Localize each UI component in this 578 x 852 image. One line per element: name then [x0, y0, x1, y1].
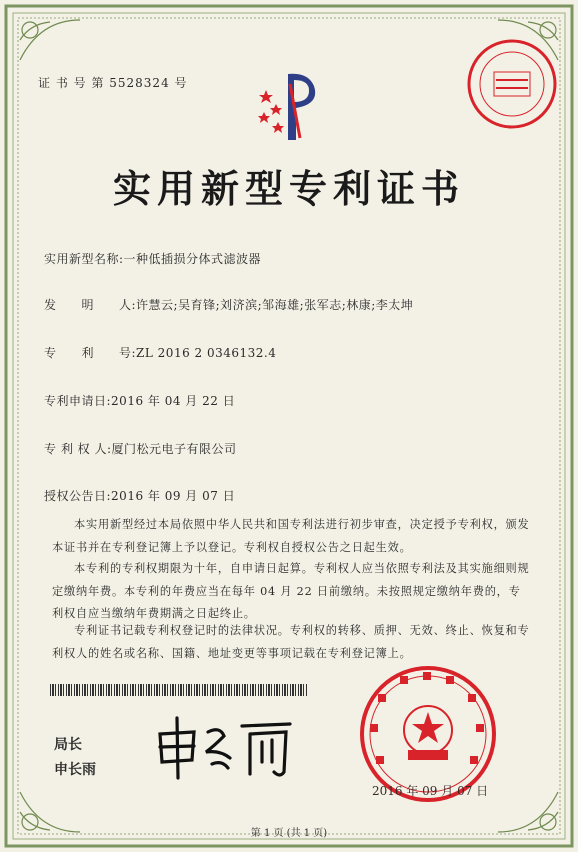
paragraph-2: 本专利的专利权期限为十年，自申请日起算。专利权人应当依照专利法及其实施细则规定缴纳年费。本专利的年费应当在每年 04 月 22 日前缴纳。未按照规定缴纳年费的，专利权自应当缴纳年费期满之日起终止。 [52, 562, 530, 620]
field-value: 一种低插损分体式滤波器 [123, 252, 262, 266]
field-label: 专 利 权 人: [44, 442, 112, 456]
certificate-title: 实用新型专利证书 [112, 166, 465, 211]
director-title: 局长 [54, 737, 82, 753]
field-value: ZL 2016 2 0346132.4 [136, 346, 277, 360]
field-label: 专利申请日: [44, 394, 112, 408]
director-name: 申长雨 [54, 762, 96, 778]
field-value: 2016 年 04 月 22 日 [111, 394, 236, 408]
field-value: 厦门松元电子有限公司 [111, 442, 237, 456]
director-signature [150, 712, 300, 786]
patent-office-logo [254, 64, 324, 148]
field-label: 专 利 号: [44, 346, 137, 360]
field-grant-date [44, 487, 235, 504]
field-value: 2016 年 09 月 07 日 [111, 489, 236, 503]
seal-date: 2016 年 09 月 07 日 [372, 784, 489, 798]
field-label: 发 明 人: [44, 298, 137, 312]
field-patentee [44, 440, 237, 457]
field-name [44, 250, 261, 267]
paragraph-1: 本实用新型经过本局依照中华人民共和国专利法进行初步审查，决定授予专利权，颁发本证书并在专利登记簿上予以登记。专利权自授权公告之日起生效。 [52, 518, 530, 554]
field-inventors [44, 296, 413, 313]
field-patent-number [44, 344, 276, 361]
paragraph-3: 专利证书记载专利权登记时的法律状况。专利权的转移、质押、无效、终止、恢复和专利权人的姓名或名称、国籍、地址变更等事项记载在专利登记簿上。 [52, 624, 530, 660]
page-footer: 第 1 页 (共 1 页) [250, 828, 328, 839]
field-label: 实用新型名称: [44, 252, 124, 266]
field-value: 许慧云;吴育锋;刘济滨;邹海雄;张军志;林康;李太坤 [136, 298, 414, 312]
field-application-date [44, 392, 235, 409]
certificate-number: 证 书 号 第 5528324 号 [38, 76, 188, 90]
field-label: 授权公告日: [44, 489, 112, 503]
agency-seal [466, 38, 558, 134]
barcode [50, 684, 308, 696]
